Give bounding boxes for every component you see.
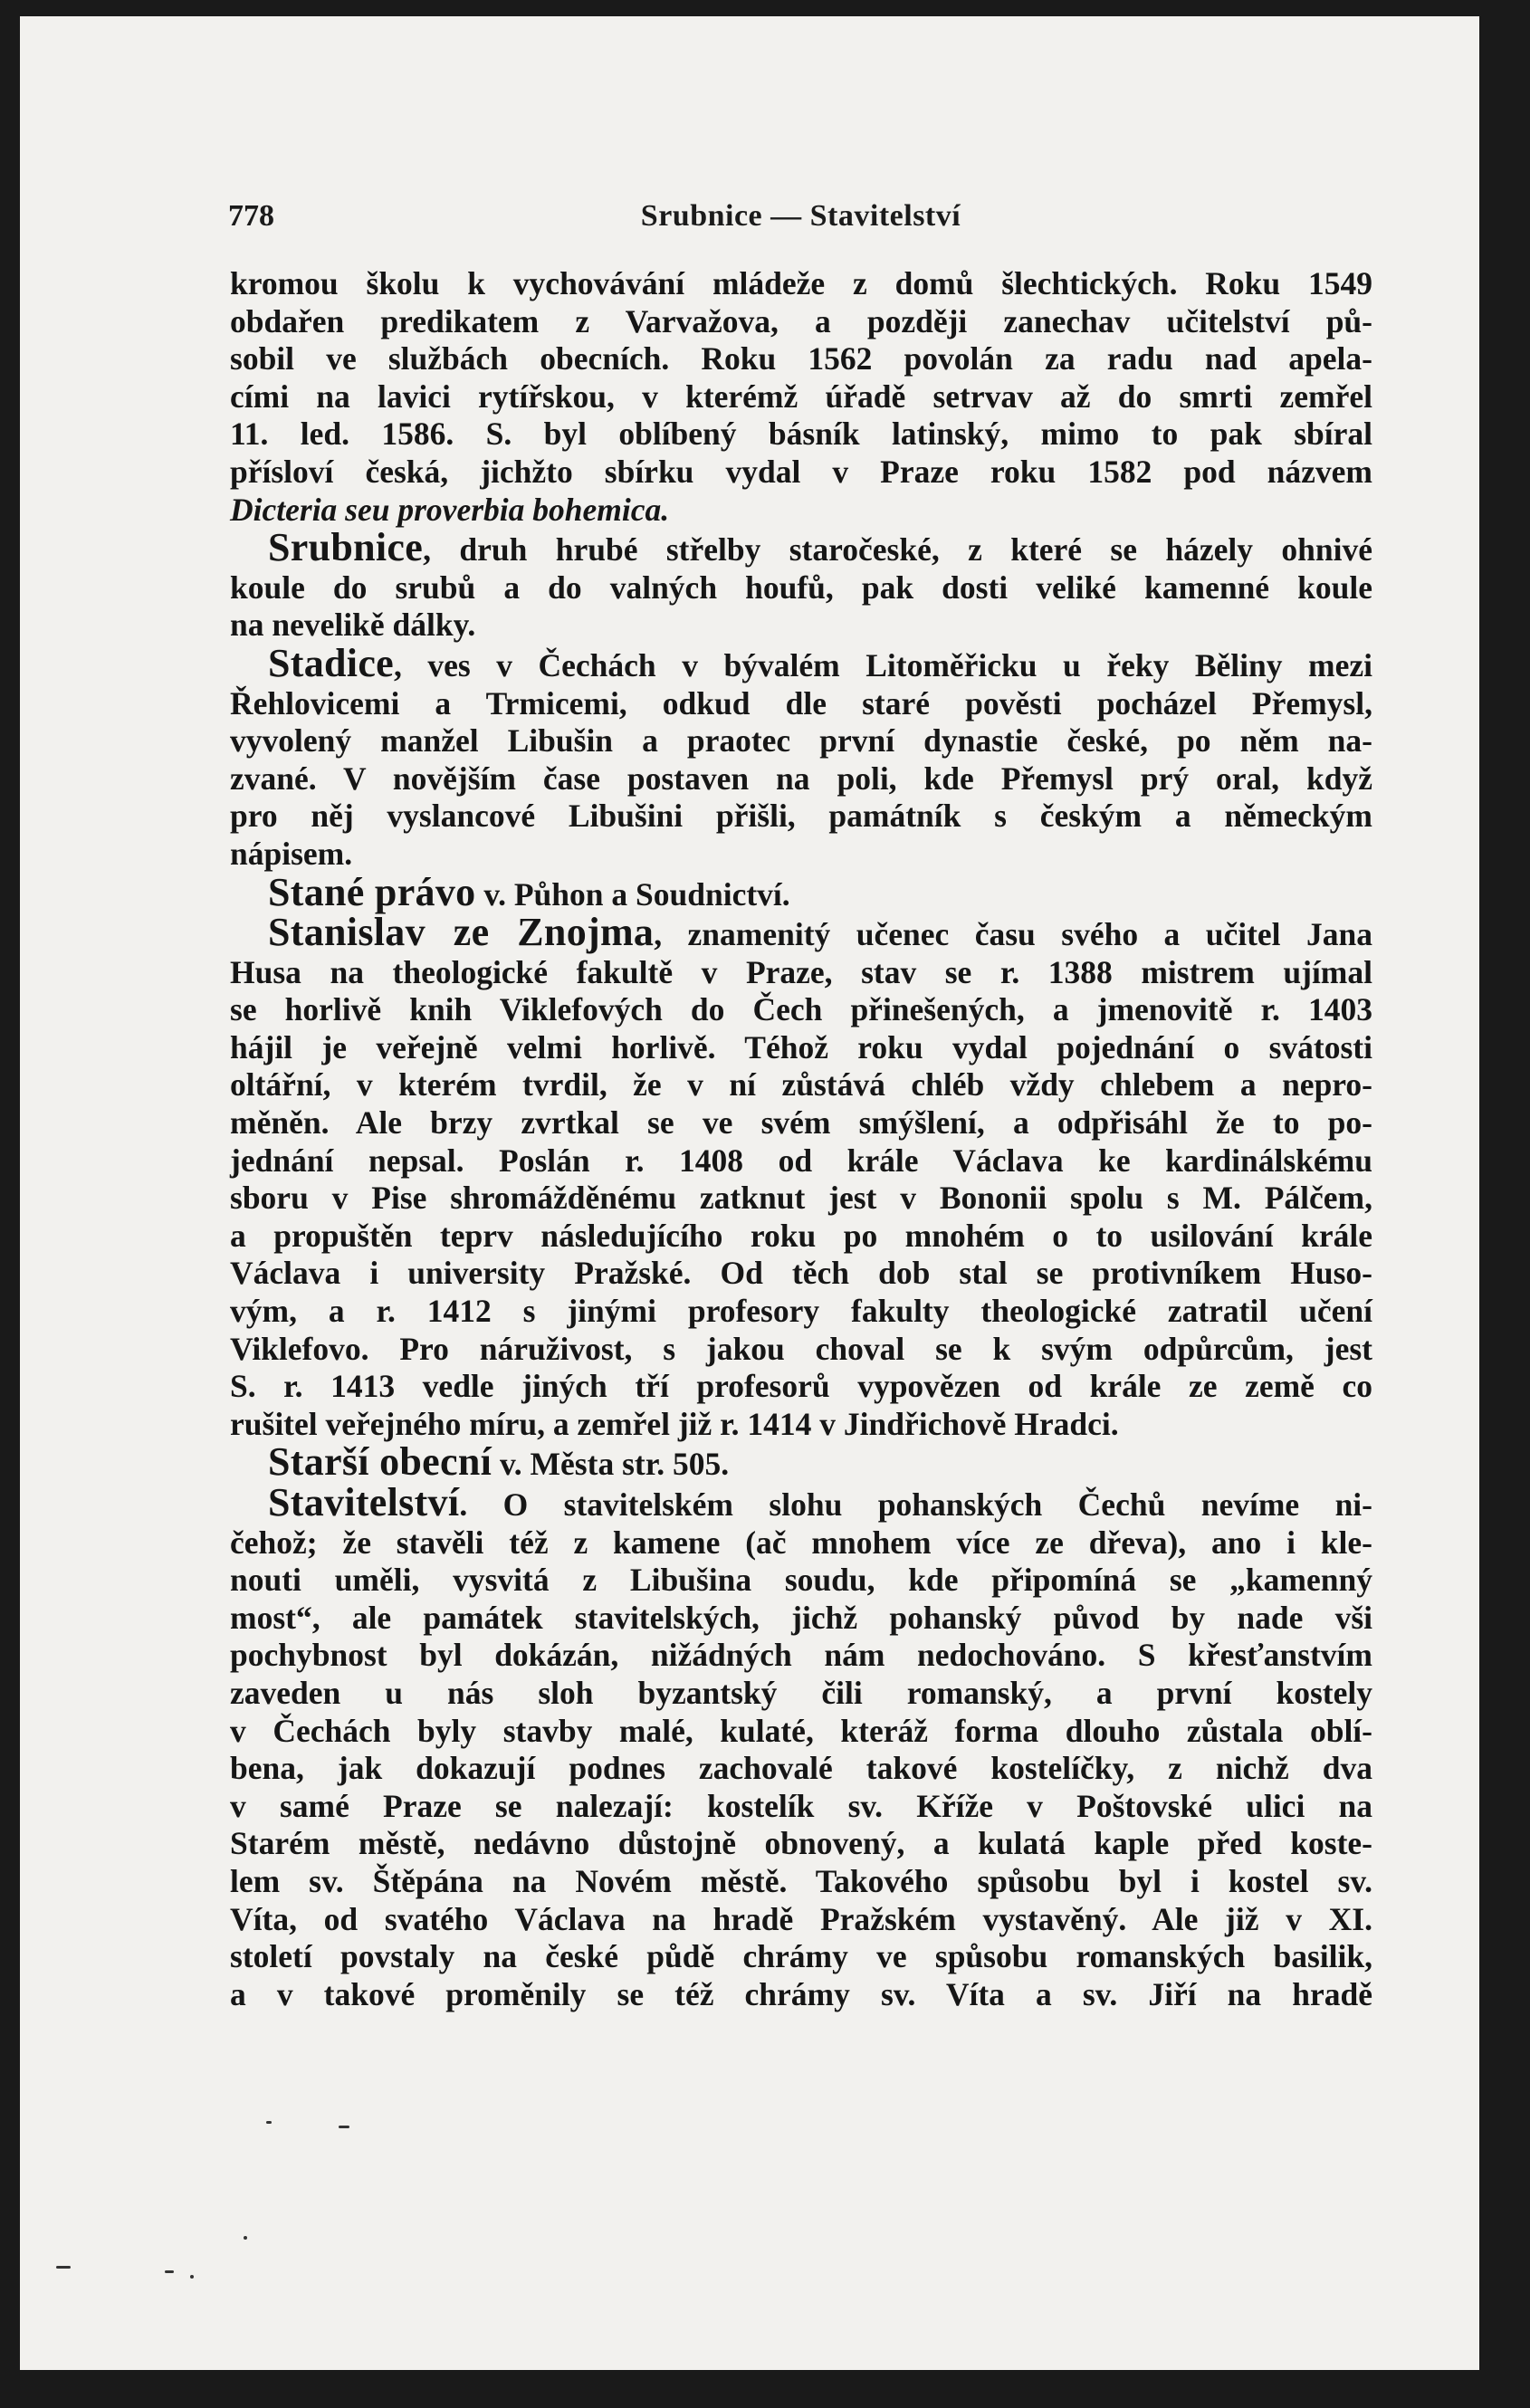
text-line [230, 303, 1372, 341]
text-line [230, 991, 1372, 1029]
line-text: lem sv. Štěpána na Novém městě. Takového spůsobu byl i kostel sv. [230, 1862, 1372, 1899]
text-line [230, 1524, 1372, 1562]
entry-headword: Stanislav ze Znojma [268, 910, 655, 955]
entry-first-line [230, 910, 1372, 955]
scan-speck [165, 2270, 174, 2273]
line-text: Václava i university Pražské. Od těch dob stal se protivníkem Huso- [230, 1255, 1372, 1292]
line-text: 11. led. 1586. S. byl oblíbený básník latinský, mimo to pak sbíral [230, 416, 1372, 453]
text-line [230, 1788, 1372, 1826]
text-line [230, 1293, 1372, 1331]
text-line [230, 1368, 1372, 1406]
line-text: pochybnost byl dokázán, nižádných nám nedochováno. S křesťanstvím [230, 1637, 1372, 1674]
scan-speck [56, 2266, 71, 2269]
line-text: . O stavitelském slohu pohanských Čechů nevíme ni- [459, 1486, 1372, 1523]
line-text: v. Města str. 505. [492, 1446, 730, 1483]
text-line [230, 760, 1372, 798]
text-line [230, 1825, 1372, 1863]
text-line [230, 1675, 1372, 1713]
line-text: kromou školu k vychovávání mládeže z domů šlechtických. Roku 1549 [230, 265, 1372, 301]
line-text: hájil je veřejně velmi horlivě. Téhož roku vydal pojednání o svátosti [230, 1028, 1372, 1065]
line-text: v. Půhon a Soudnictví. [475, 875, 790, 913]
entry-first-line [230, 640, 1372, 685]
line-text: sboru v Pise shromážděnému zatknut jest v Bononii spolu s M. Pálčem, [230, 1180, 1372, 1217]
body-text [230, 265, 1372, 2013]
text-line [230, 416, 1372, 454]
text-line [230, 836, 1372, 874]
line-text: a v takové proměnily se též chrámy sv. Víta a sv. Jiří na hradě [230, 1975, 1372, 2012]
entry-headword: Stadice [268, 640, 394, 685]
line-text: v Čechách byly stavby malé, kulaté, kteráž forma dlouho zůstala oblí- [230, 1712, 1372, 1749]
entry-first-line [230, 525, 1372, 570]
scan-speck [339, 2126, 349, 2128]
text-line [230, 1938, 1372, 1976]
text-line [230, 1863, 1372, 1901]
line-text: Dicteria seu proverbia bohemica. [230, 491, 670, 528]
line-text: měněn. Ale brzy zvrtkal se ve svém smýšlení, a odpřisáhl že to po- [230, 1104, 1372, 1142]
text-line [230, 1218, 1372, 1256]
text-line [230, 1713, 1372, 1751]
line-text: Viklefovo. Pro náruživost, s jakou choval se k svým odpůrcům, jest [230, 1330, 1372, 1367]
text-line [230, 1104, 1372, 1142]
text-line [230, 1637, 1372, 1675]
line-text: cími na lavici rytířskou, v kterémž úřadě setrvav až do smrti zemřel [230, 377, 1372, 415]
entry-first-line [230, 1480, 1372, 1524]
entry-headword: Srubnice [268, 525, 424, 570]
line-text: zvané. V novějším čase postaven na poli, kde Přemysl prý oral, když [230, 760, 1372, 797]
line-text: obdařen predikatem z Varvažova, a později zanechav učitelství pů- [230, 302, 1372, 339]
page-header [228, 190, 1373, 244]
scan-speck [244, 2236, 247, 2240]
line-text: rušitel veřejného míru, a zemřel již r. 1414 v Jindřichově Hradci. [230, 1405, 1119, 1442]
text-line [230, 1180, 1372, 1218]
text-line [230, 378, 1372, 416]
text-line [230, 607, 1372, 645]
running-title: Srubnice — Stavitelství [640, 199, 961, 233]
text-line [230, 1066, 1372, 1104]
text-line [230, 454, 1372, 492]
text-line [230, 722, 1372, 760]
text-line [230, 1600, 1372, 1638]
text-line [230, 1029, 1372, 1067]
line-text: koule do srubů a do valných houfů, pak dosti veliké kamenné koule [230, 569, 1372, 606]
line-text: Husa na theologické fakultě v Praze, stav se r. 1388 mistrem ujímal [230, 953, 1372, 990]
text-line [230, 1976, 1372, 2014]
line-text: pro něj vyslancové Libušini přišli, památník s českým a německým [230, 798, 1372, 835]
text-line [230, 798, 1372, 836]
line-text: na nevelikě dálky. [230, 607, 476, 644]
line-text: bena, jak dokazují podnes zachovalé takové kostelíčky, z nichž dva [230, 1750, 1372, 1787]
page-number: 778 [228, 199, 274, 233]
line-text: Starém městě, nedávno důstojně obnovený, a kulatá kaple před koste- [230, 1825, 1372, 1862]
line-text: vým, a r. 1412 s jinými profesory fakulty theologické zatratil učení [230, 1293, 1372, 1330]
line-text: století povstaly na české půdě chrámy ve spůsobu romanských basilik, [230, 1938, 1372, 1975]
line-text: zaveden u nás sloh byzantský čili romanský, a první kostely [230, 1674, 1372, 1711]
text-line [230, 1142, 1372, 1180]
line-text: , znamenitý učenec času svého a učitel Jana [654, 916, 1372, 953]
line-text: nouti uměli, vysvitá z Libušina soudu, kde připomíná se „kamenný [230, 1562, 1372, 1599]
text-line [230, 1331, 1372, 1369]
scan-speck [190, 2275, 194, 2279]
entry-first-line [230, 1439, 1372, 1485]
entry-headword: Stavitelství [268, 1480, 460, 1524]
line-text: jednání nepsal. Poslán r. 1408 od krále Václava ke kardinálskému [230, 1142, 1372, 1179]
scan-speck [266, 2121, 272, 2124]
line-text: , druh hrubé střelby staročeské, z které se házely ohnivé [423, 531, 1372, 569]
line-text: přísloví česká, jichžto sbírku vydal v Praze roku 1582 pod názvem [230, 453, 1372, 490]
text-line [230, 265, 1372, 303]
text-line [230, 1255, 1372, 1293]
text-line [230, 569, 1372, 607]
entry-headword: Stané právo [268, 869, 476, 914]
line-text: čehož; že stavěli též z kamene (ač mnohem více ze dřeva), ano i kle- [230, 1524, 1372, 1561]
text-line [230, 340, 1372, 378]
text-line [230, 1901, 1372, 1939]
line-text: nápisem. [230, 835, 353, 872]
text-line [230, 1750, 1372, 1788]
book-page [20, 16, 1479, 2370]
entry-first-line [230, 869, 1372, 914]
line-text: Řehlovicemi a Trmicemi, odkud dle staré pověsti pocházel Přemysl, [230, 684, 1372, 721]
entry-headword: Starší obecní [268, 1439, 492, 1485]
text-line [230, 492, 1372, 530]
line-text: se horlivě knih Viklefových do Čech přinešených, a jmenovitě r. 1403 [230, 991, 1372, 1028]
text-line [230, 1562, 1372, 1600]
line-text: v samé Praze se nalezají: kostelík sv. Kříže v Poštovské ulici na [230, 1787, 1372, 1824]
line-text: Víta, od svatého Václava na hradě Pražském vystavěný. Ale již v XI. [230, 1900, 1372, 1937]
line-text: most“, ale památek stavitelských, jichž pohanský původ by nade vši [230, 1599, 1372, 1636]
text-line [230, 954, 1372, 992]
line-text: a propuštěn teprv následujícího roku po mnohém o to usilování krále [230, 1217, 1372, 1254]
line-text: oltářní, v kterém tvrdil, že v ní zůstává chléb vždy chlebem a nepro- [230, 1066, 1372, 1104]
line-text: S. r. 1413 vedle jiných tří profesorů vypovězen od krále ze země co [230, 1368, 1372, 1405]
text-line [230, 1406, 1372, 1444]
line-text: , ves v Čechách v bývalém Litoměřicku u řeky Běliny mezi [393, 646, 1372, 683]
line-text: vyvolený manžel Libušin a praotec první dynastie české, po něm na- [230, 722, 1372, 760]
line-text: sobil ve službách obecních. Roku 1562 povolán za radu nad apela- [230, 340, 1372, 377]
text-line [230, 685, 1372, 723]
